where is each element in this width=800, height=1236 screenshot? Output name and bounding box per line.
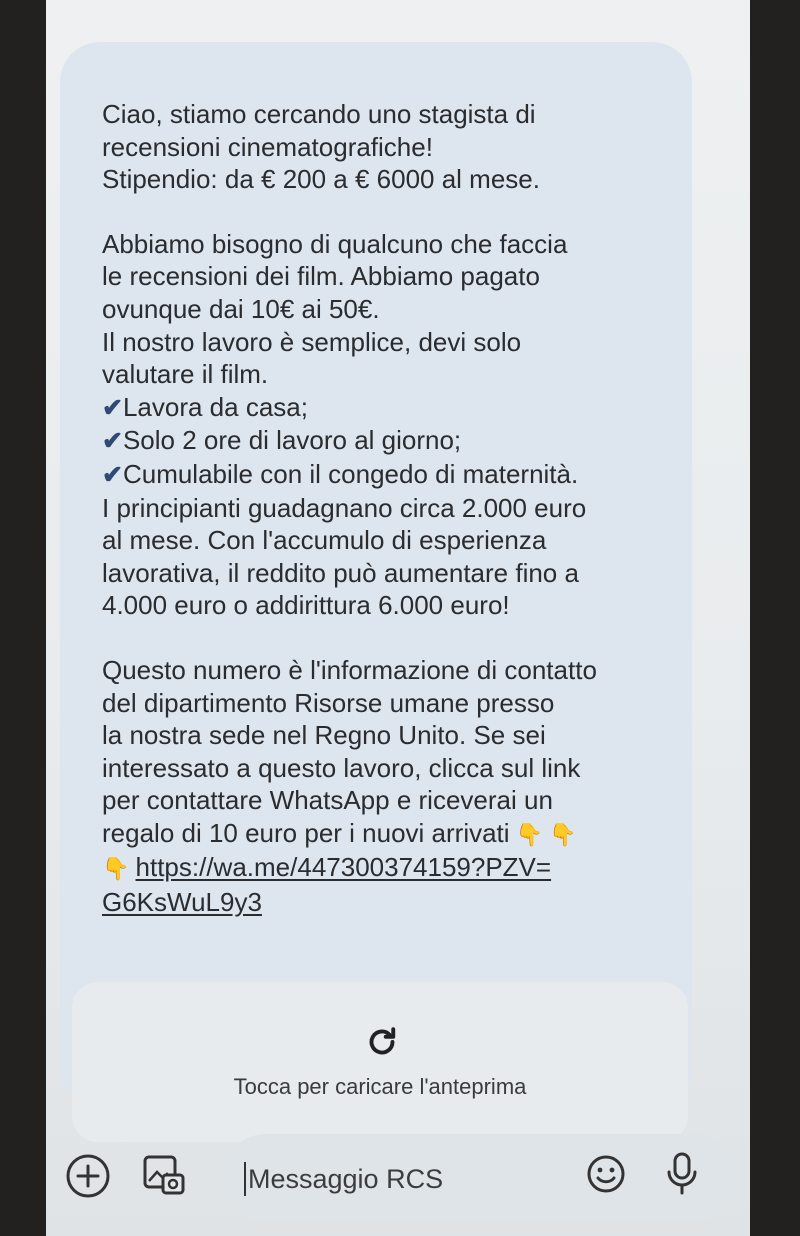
contact-line: del dipartimento Risorse umane presso xyxy=(102,687,555,718)
earnings-line: al mese. Con l'accumulo di esperienza xyxy=(102,525,547,556)
earnings-line: I principianti guadagnano circa 2.000 euro xyxy=(102,492,587,523)
earnings-line: 4.000 euro o addirittura 6.000 euro! xyxy=(102,590,510,621)
earnings-line: lavorativa, il reddito può aumentare fino a xyxy=(102,557,579,588)
whatsapp-link-cont[interactable]: G6KsWuL9y3 xyxy=(102,887,262,918)
contact-line: regalo di 10 euro per i nuovi arrivati 👇 👇 xyxy=(102,817,577,848)
contact-line: per contattare WhatsApp e riceverai un xyxy=(102,785,553,816)
mic-button[interactable] xyxy=(660,1150,704,1198)
intro-line: Ciao, stiamo cercando uno stagista di xyxy=(102,99,536,129)
link-line xyxy=(102,851,692,886)
message-text xyxy=(102,98,692,919)
bullet-item: ✔Solo 2 ore di lavoro al giorno; xyxy=(102,425,462,456)
gallery-icon xyxy=(141,1153,187,1199)
contact-line: la nostra sede nel Regno Unito. Se sei xyxy=(102,720,546,751)
contact-line: interessato a questo lavoro, clicca sul link xyxy=(102,752,581,783)
pointing-hand-icon: 👇 xyxy=(102,856,136,882)
contact-line: Questo numero è l'informazione di contatto xyxy=(102,654,597,685)
refresh-icon xyxy=(364,1024,400,1060)
body-line: Il nostro lavoro è semplice, devi solo xyxy=(102,326,522,357)
emoji-button[interactable] xyxy=(584,1152,628,1196)
add-icon xyxy=(65,1153,111,1199)
intro-line: Stipendio: da € 200 a € 6000 al mese. xyxy=(102,164,540,195)
emoji-icon xyxy=(585,1153,627,1195)
check-icon: ✔ xyxy=(102,393,123,422)
gallery-button[interactable] xyxy=(140,1152,188,1200)
check-icon: ✔ xyxy=(102,460,123,489)
link-line xyxy=(102,886,692,919)
intro-line: recensioni cinematografiche! xyxy=(102,131,433,162)
add-button[interactable] xyxy=(64,1152,112,1200)
preview-label: Tocca per caricare l'anteprima xyxy=(233,1074,527,1099)
body-line: le recensioni dei film. Abbiamo pagato xyxy=(102,261,540,292)
whatsapp-link[interactable]: https://wa.me/447300374159?PZV= xyxy=(135,852,552,883)
body-line: ovunque dai 10€ ai 50€. xyxy=(102,293,380,324)
text-caret xyxy=(244,1162,246,1196)
check-icon: ✔ xyxy=(102,427,123,456)
body-line: Abbiamo bisogno di qualcuno che faccia xyxy=(102,228,568,259)
bullet-item: ✔Cumulabile con il congedo di maternità. xyxy=(102,458,579,489)
link-preview-card[interactable] xyxy=(72,982,688,1142)
mic-icon xyxy=(662,1151,702,1197)
message-input[interactable] xyxy=(222,1134,736,1222)
body-line: valutare il film. xyxy=(102,359,269,390)
screen xyxy=(46,0,750,1236)
composer-bar xyxy=(46,1128,750,1228)
bullet-item: ✔Lavora da casa; xyxy=(102,391,308,422)
pointing-hand-icon: 👇 👇 xyxy=(509,821,577,847)
message-bubble[interactable] xyxy=(60,42,692,1108)
message-input-placeholder: Messaggio RCS xyxy=(248,1164,444,1194)
